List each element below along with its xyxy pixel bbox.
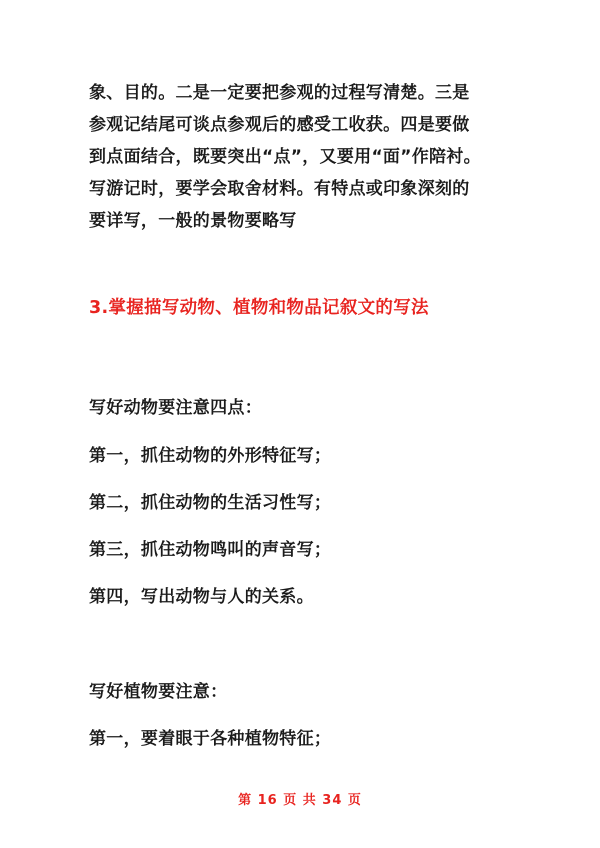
animals-intro: 写好动物要注意四点： [89,398,262,418]
animals-point-3: 第三，抓住动物鸣叫的声音写； [89,540,332,560]
plants-point-1: 第一，要着眼于各种植物特征； [89,729,332,749]
paragraph-line: 到点面结合，既要突出“点”，又要用“面”作陪衬。 [89,147,481,167]
paragraph-line: 要详写，一般的景物要略写 [89,211,297,231]
section-heading: 3.掌握描写动物、植物和物品记叙文的写法 [89,298,429,318]
intro-paragraph [89,77,519,237]
page-number: 第 16 页 共 34 页 [238,793,362,808]
animals-point-1: 第一，抓住动物的外形特征写； [89,446,332,466]
paragraph-line: 象、目的。二是一定要把参观的过程写清楚。三是 [89,83,470,103]
paragraph-line: 参观记结尾可谈点参观后的感受工收获。四是要做 [89,115,470,135]
plants-intro: 写好植物要注意： [89,682,228,702]
animals-point-2: 第二，抓住动物的生活习性写； [89,493,332,513]
paragraph-line: 写游记时，要学会取舍材料。有特点或印象深刻的 [89,179,470,199]
animals-point-4: 第四，写出动物与人的关系。 [89,587,314,607]
